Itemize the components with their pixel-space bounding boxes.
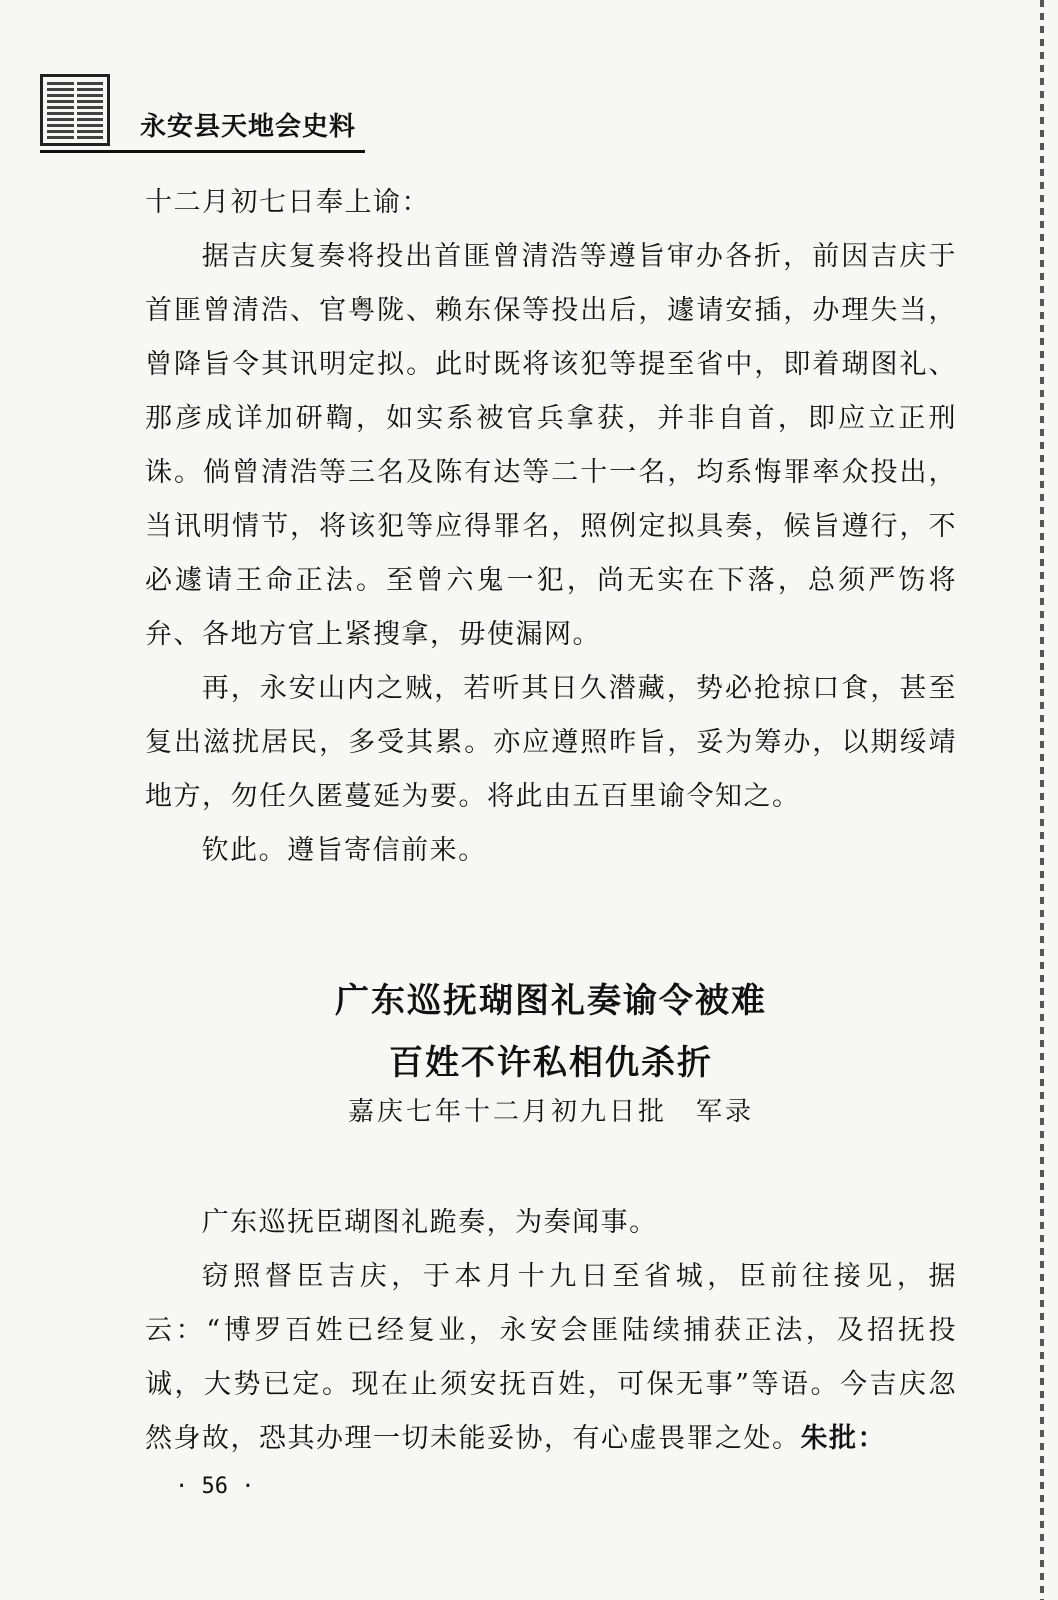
document-date-source: 嘉庆七年十二月初九日批 军录: [347, 1097, 754, 1127]
memorial-paragraph-1: 广东巡抚臣瑚图礼跪奏，为奏闻事。: [201, 1207, 658, 1238]
edict-intro: 十二月初七日奉上谕：: [145, 187, 430, 218]
edict-paragraph-2: 再，永安山内之贼，若听其日久潜藏，势必抢掠口食，甚至复出滋扰居民，多受其累。亦应遵照昨旨，妥为筹办，以期绥靖地方，勿任久匿蔓延为要。将此由五百里谕令知之。: [145, 673, 957, 812]
memorial-paragraph-2: [145, 1250, 957, 1466]
seal-logo: [40, 74, 110, 146]
edict-paragraph-1: 据吉庆复奏将投出首匪曾清浩等遵旨审办各折，前因吉庆于首匪曾清浩、官粤陇、赖东保等投出后，遽请安插，办理失当，曾降旨令其讯明定拟。此时既将该犯等提至省中，即着瑚图礼、那彦成详加研鞫，如实系被官兵拿获，并非自首，即应立正刑诛。倘曾清浩等三名及陈有达等二十一名，均系悔罪率众投出，当讯明情节，将该犯等应得罪名，照例定拟具奏，候旨遵行，不必遽请王命正法。至曾六鬼一犯，尚无实在下落，总须严饬将弁、各地方官上紧搜拿，毋使漏网。: [145, 241, 957, 650]
vermilion-rescript-label: 朱批：: [800, 1423, 886, 1454]
binding-edge: [1040, 0, 1044, 1600]
document-title-line-1: 广东巡抚瑚图礼奏谕令被难: [335, 981, 767, 1021]
page-number: · 56 ·: [175, 1474, 255, 1499]
header-rule: [40, 150, 365, 153]
memorial-paragraph-2-text: 窃照督臣吉庆，于本月十九日至省城，臣前往接见，据云：“博罗百姓已经复业，永安会匪陆续捕获正法，及招抚投诚，大势已定。现在止须安抚百姓，可保无事”等语。今吉庆忽然身故，恐其办理一切未能妥协，有心虚畏罪之处。: [145, 1261, 957, 1454]
edict-text: [145, 176, 957, 878]
document-title-line-2: 百姓不许私相仇杀折: [389, 1043, 713, 1083]
book-title: 永安县天地会史料: [140, 112, 357, 142]
memorial-text: [145, 1196, 957, 1466]
edict-paragraph-3: 钦此。遵旨寄信前来。: [201, 835, 487, 866]
